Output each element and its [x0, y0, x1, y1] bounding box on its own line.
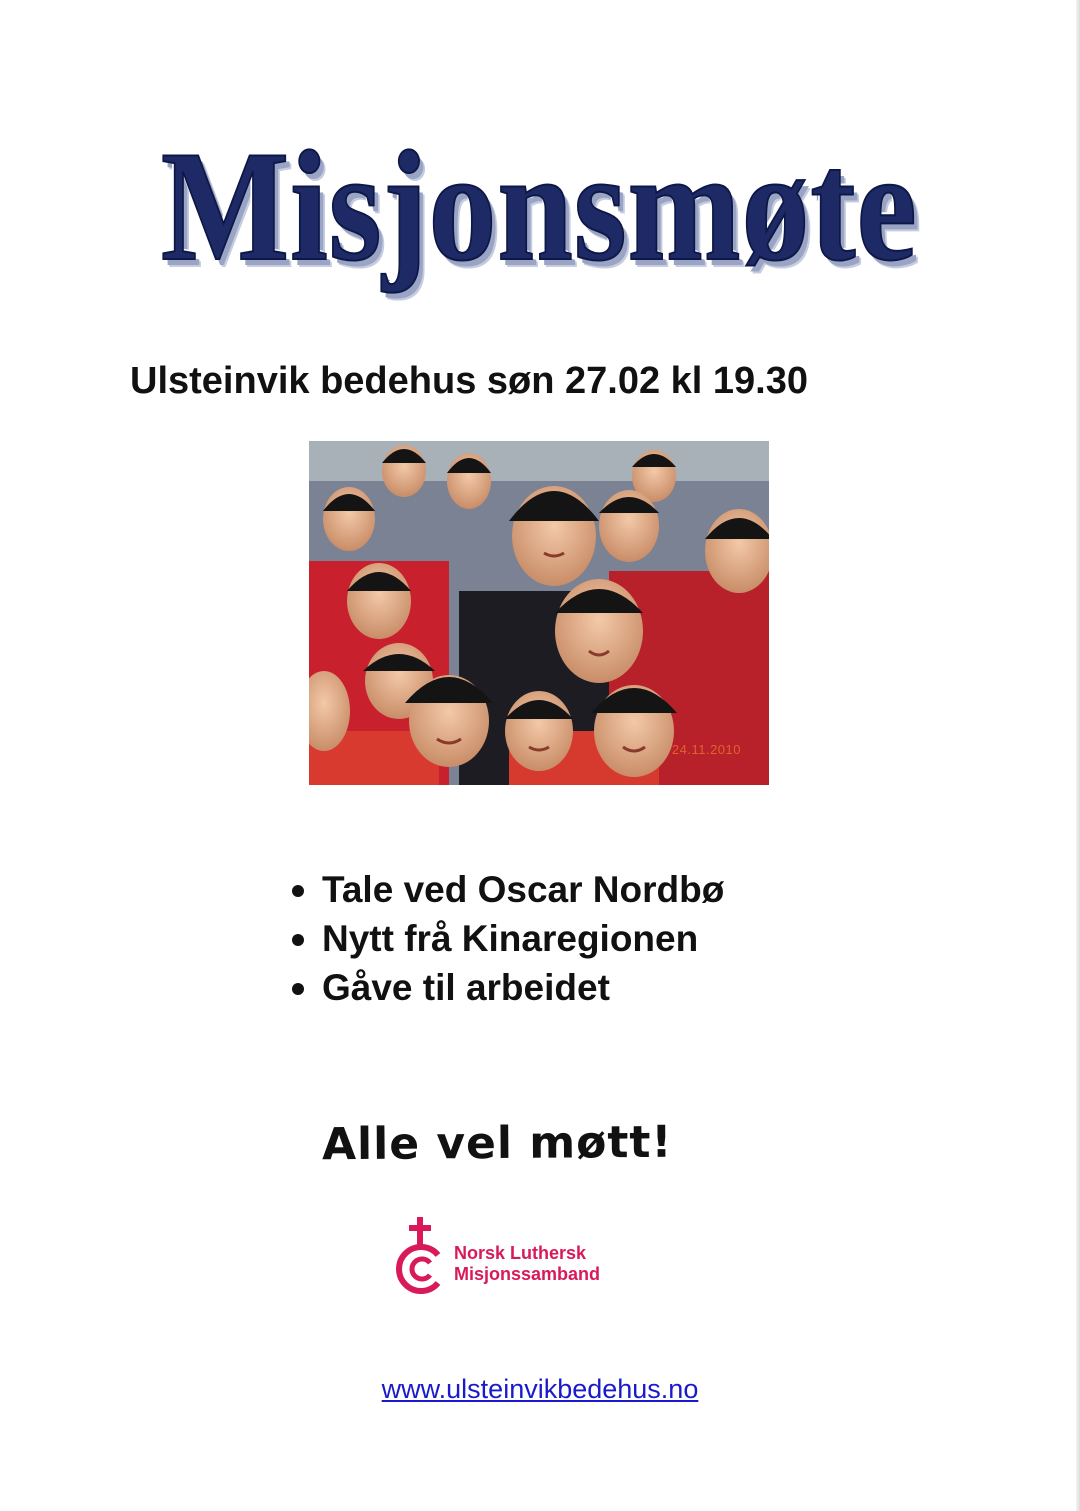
children-photo: [309, 441, 769, 785]
program-item: [288, 963, 724, 1012]
photo-date-stamp: 24.11.2010: [671, 742, 741, 757]
bullet-icon: [292, 934, 304, 946]
bullet-icon: [292, 885, 304, 897]
organization-logo: [392, 1215, 632, 1295]
program-list: [288, 865, 724, 1012]
program-item-text: Gåve til arbeidet: [322, 967, 610, 1008]
program-item: [288, 914, 724, 963]
cross-circle-icon: [392, 1215, 448, 1295]
program-item-text: Nytt frå Kinaregionen: [322, 918, 699, 959]
bullet-icon: [292, 983, 304, 995]
welcome-message: Alle vel møtt!: [321, 1116, 673, 1171]
website-link[interactable]: www.ulsteinvikbedehus.no: [381, 1374, 699, 1404]
event-details: Ulsteinvik bedehus søn 27.02 kl 19.30: [130, 360, 808, 402]
organization-name-line1: Norsk Luthersk: [454, 1243, 587, 1263]
children-photo-illustration: [309, 441, 769, 785]
poster-title: Misjonsmøte: [160, 119, 918, 294]
program-item: [288, 865, 724, 914]
organization-name: [454, 1243, 600, 1285]
page-edge: [1076, 0, 1080, 1511]
organization-name-line2: Misjonssamband: [454, 1264, 601, 1284]
program-item-text: Tale ved Oscar Nordbø: [322, 869, 725, 910]
